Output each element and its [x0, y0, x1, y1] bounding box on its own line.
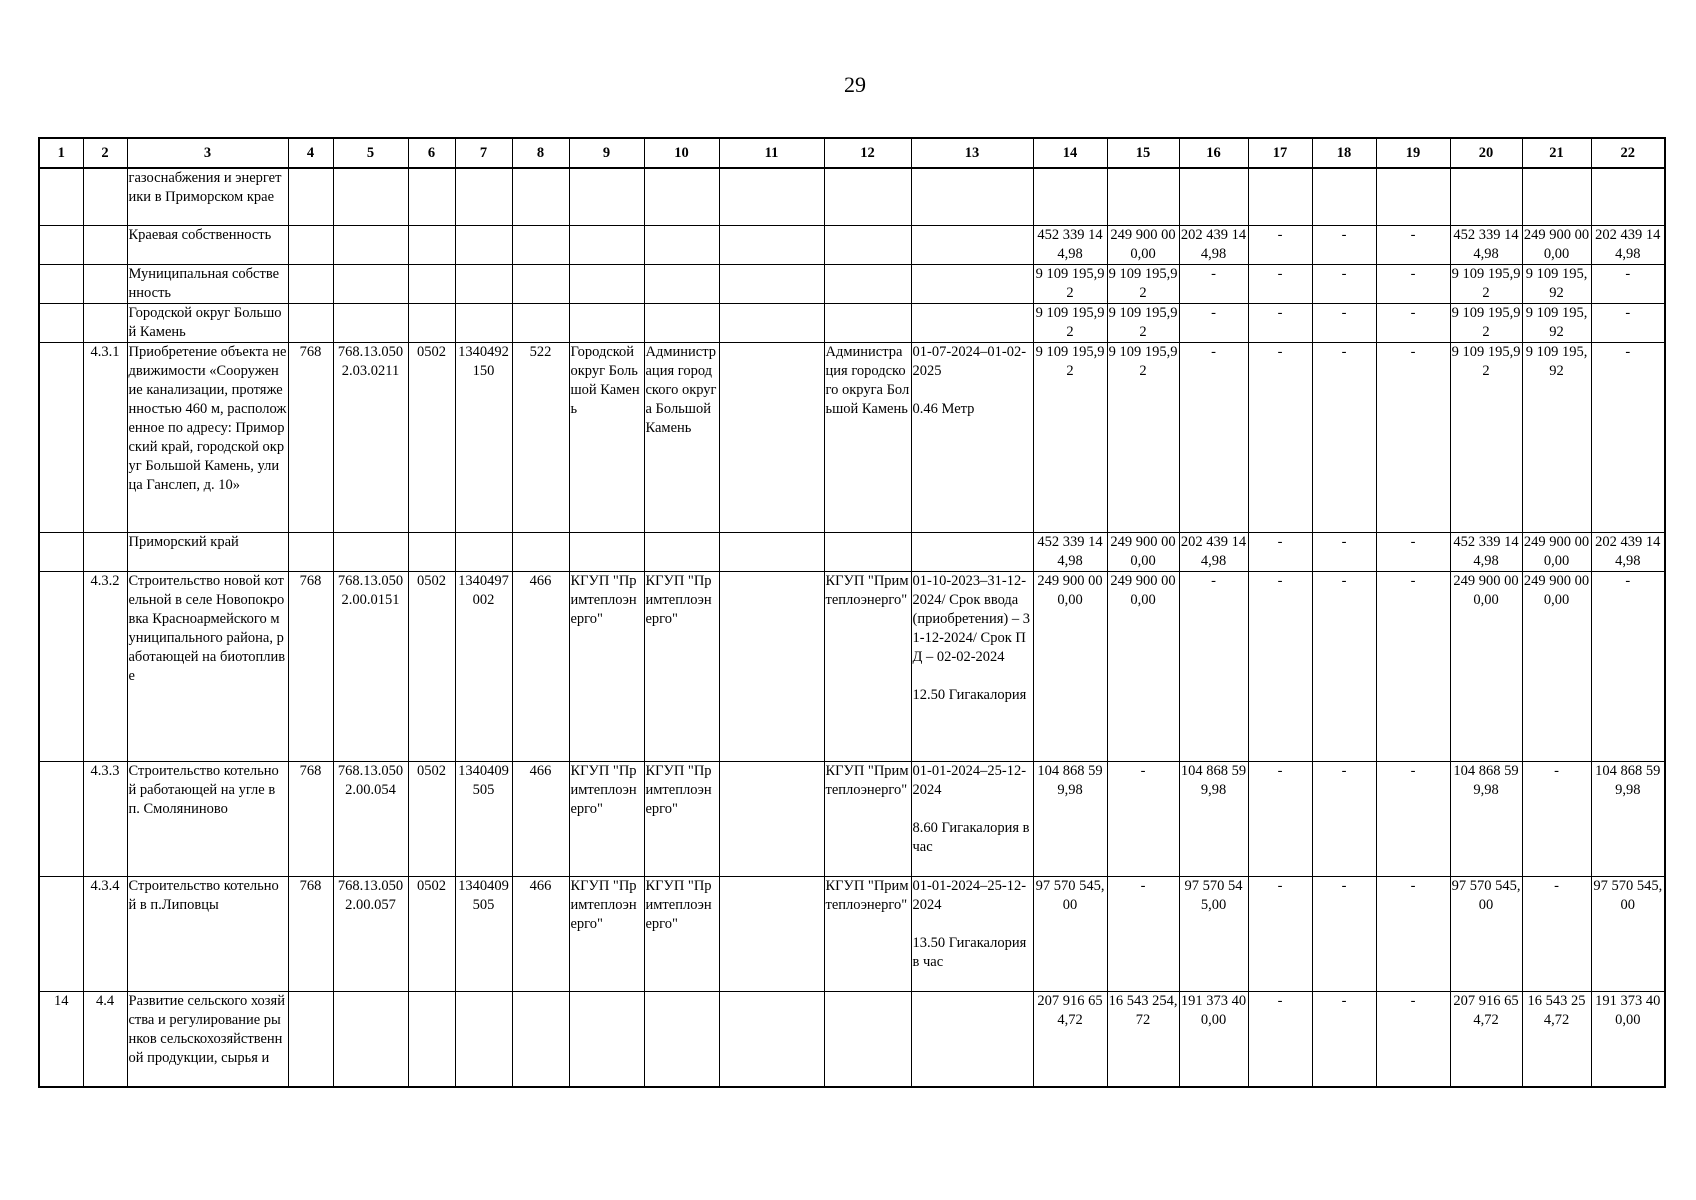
table-cell-col-20: 9 109 195,92 — [1450, 264, 1522, 303]
column-header-4: 4 — [288, 138, 333, 168]
table-cell-col-1 — [39, 303, 83, 342]
table-cell-col-6: 0502 — [408, 761, 455, 876]
column-header-17: 17 — [1248, 138, 1312, 168]
table-cell-col-2: 4.3.3 — [83, 761, 127, 876]
table-cell-col-18: - — [1312, 876, 1376, 991]
table-cell-col-7 — [455, 532, 512, 571]
table-cell-col-6 — [408, 168, 455, 225]
table-cell-col-1 — [39, 761, 83, 876]
table-cell-col-5 — [333, 991, 408, 1087]
table-cell-col-8 — [512, 303, 569, 342]
table-cell-col-2 — [83, 168, 127, 225]
table-cell-col-21 — [1522, 168, 1591, 225]
table-cell-col-3: Краевая собственность — [127, 225, 288, 264]
table-cell-col-14: 104 868 599,98 — [1033, 761, 1107, 876]
table-cell-col-9: КГУП "Примтеплоэнерго" — [569, 761, 644, 876]
table-cell-col-7 — [455, 991, 512, 1087]
table-row — [39, 303, 1665, 342]
table-cell-col-4: 768 — [288, 342, 333, 532]
table-cell-col-6: 0502 — [408, 571, 455, 761]
table-cell-col-5 — [333, 532, 408, 571]
table-cell-col-2 — [83, 303, 127, 342]
table-cell-col-11 — [719, 303, 824, 342]
table-cell-col-13: 01-07-2024–01-02-2025 0.46 Метр — [911, 342, 1033, 532]
budget-table — [38, 137, 1666, 1088]
table-row — [39, 532, 1665, 571]
column-header-13: 13 — [911, 138, 1033, 168]
table-cell-col-19: - — [1376, 876, 1450, 991]
table-cell-col-14: 9 109 195,92 — [1033, 264, 1107, 303]
table-cell-col-20: 9 109 195,92 — [1450, 342, 1522, 532]
table-cell-col-18: - — [1312, 342, 1376, 532]
table-cell-col-19: - — [1376, 761, 1450, 876]
table-cell-col-4: 768 — [288, 571, 333, 761]
table-cell-col-19: - — [1376, 571, 1450, 761]
table-cell-col-5: 768.13.0502.00.0151 — [333, 571, 408, 761]
column-header-5: 5 — [333, 138, 408, 168]
table-cell-col-16: 191 373 400,00 — [1179, 991, 1248, 1087]
table-cell-col-9 — [569, 532, 644, 571]
table-cell-col-9 — [569, 225, 644, 264]
table-cell-col-21: 9 109 195,92 — [1522, 264, 1591, 303]
table-cell-col-8: 466 — [512, 571, 569, 761]
table-cell-col-3: Приобретение объекта недвижимости «Сооружение канализации, протяженностью 460 м, расположенное по адресу: Приморский край, городской округ Большой Камень, улица Ганслеп, д. 10» — [127, 342, 288, 532]
table-cell-col-8: 466 — [512, 876, 569, 991]
table-cell-col-7: 1340409505 — [455, 761, 512, 876]
table-cell-col-20: 452 339 144,98 — [1450, 532, 1522, 571]
table-cell-col-22: 104 868 599,98 — [1591, 761, 1665, 876]
table-cell-col-22: - — [1591, 571, 1665, 761]
table-cell-col-22: - — [1591, 342, 1665, 532]
table-cell-col-18: - — [1312, 761, 1376, 876]
table-cell-col-15: 16 543 254,72 — [1107, 991, 1179, 1087]
table-cell-col-15: 249 900 000,00 — [1107, 225, 1179, 264]
table-cell-col-11 — [719, 532, 824, 571]
table-cell-col-14: 9 109 195,92 — [1033, 303, 1107, 342]
table-cell-col-3: Муниципальная собственность — [127, 264, 288, 303]
table-cell-col-1 — [39, 532, 83, 571]
table-cell-col-18: - — [1312, 571, 1376, 761]
table-cell-col-20: 104 868 599,98 — [1450, 761, 1522, 876]
table-cell-col-18: - — [1312, 303, 1376, 342]
table-cell-col-11 — [719, 876, 824, 991]
table-cell-col-10 — [644, 991, 719, 1087]
table-cell-col-18: - — [1312, 991, 1376, 1087]
table-cell-col-15: 249 900 000,00 — [1107, 571, 1179, 761]
table-cell-col-13 — [911, 303, 1033, 342]
table-cell-col-10: КГУП "Примтеплоэнерго" — [644, 876, 719, 991]
table-cell-col-17: - — [1248, 876, 1312, 991]
table-cell-col-12 — [824, 303, 911, 342]
table-cell-col-10 — [644, 168, 719, 225]
header-row — [39, 138, 1665, 168]
table-row — [39, 571, 1665, 761]
table-cell-col-11 — [719, 225, 824, 264]
table-cell-col-10 — [644, 303, 719, 342]
table-cell-col-4 — [288, 264, 333, 303]
table-cell-col-5 — [333, 225, 408, 264]
table-cell-col-15: 9 109 195,92 — [1107, 264, 1179, 303]
table-cell-col-16: - — [1179, 303, 1248, 342]
table-cell-col-13 — [911, 991, 1033, 1087]
table-cell-col-15: 9 109 195,92 — [1107, 342, 1179, 532]
table-cell-col-16: - — [1179, 264, 1248, 303]
table-cell-col-6: 0502 — [408, 876, 455, 991]
table-cell-col-4: 768 — [288, 761, 333, 876]
table-cell-col-17: - — [1248, 225, 1312, 264]
table-cell-col-19: - — [1376, 991, 1450, 1087]
table-cell-col-11 — [719, 761, 824, 876]
table-cell-col-14: 452 339 144,98 — [1033, 225, 1107, 264]
table-cell-col-18 — [1312, 168, 1376, 225]
table-cell-col-1 — [39, 168, 83, 225]
table-cell-col-15: 9 109 195,92 — [1107, 303, 1179, 342]
table-cell-col-17: - — [1248, 761, 1312, 876]
table-cell-col-4 — [288, 991, 333, 1087]
table-cell-col-11 — [719, 342, 824, 532]
table-cell-col-5: 768.13.0502.03.0211 — [333, 342, 408, 532]
table-cell-col-11 — [719, 168, 824, 225]
table-row — [39, 225, 1665, 264]
table-cell-col-4 — [288, 532, 333, 571]
table-cell-col-15 — [1107, 168, 1179, 225]
table-cell-col-6 — [408, 225, 455, 264]
column-header-6: 6 — [408, 138, 455, 168]
table-cell-col-2 — [83, 225, 127, 264]
table-cell-col-1 — [39, 876, 83, 991]
table-cell-col-3: Городской округ Большой Камень — [127, 303, 288, 342]
table-cell-col-12: Администрация городского округа Большой Камень — [824, 342, 911, 532]
table-row — [39, 761, 1665, 876]
table-cell-col-20: 9 109 195,92 — [1450, 303, 1522, 342]
table-cell-col-20: 452 339 144,98 — [1450, 225, 1522, 264]
table-cell-col-1 — [39, 571, 83, 761]
table-cell-col-2 — [83, 264, 127, 303]
table-cell-col-13: 01-10-2023–31-12-2024/ Срок ввода (приобретения) – 31-12-2024/ Срок ПД – 02-02-2024 12.50 Гигакалория — [911, 571, 1033, 761]
table-cell-col-21: 9 109 195,92 — [1522, 303, 1591, 342]
table-cell-col-17: - — [1248, 571, 1312, 761]
table-cell-col-3: газоснабжения и энергетики в Приморском крае — [127, 168, 288, 225]
table-cell-col-12 — [824, 168, 911, 225]
column-header-9: 9 — [569, 138, 644, 168]
table-cell-col-3: Строительство новой котельной в селе Новопокровка Красноармейского муниципального района, работающей на биотопливе — [127, 571, 288, 761]
table-cell-col-5 — [333, 264, 408, 303]
table-cell-col-19: - — [1376, 342, 1450, 532]
table-cell-col-13: 01-01-2024–25-12-2024 8.60 Гигакалория в час — [911, 761, 1033, 876]
table-cell-col-10 — [644, 264, 719, 303]
page-number: 29 — [844, 72, 866, 97]
table-cell-col-10: Администрация городского округа Большой Камень — [644, 342, 719, 532]
column-header-16: 16 — [1179, 138, 1248, 168]
column-header-21: 21 — [1522, 138, 1591, 168]
column-header-15: 15 — [1107, 138, 1179, 168]
table-cell-col-21: 9 109 195,92 — [1522, 342, 1591, 532]
table-cell-col-17: - — [1248, 264, 1312, 303]
table-cell-col-12 — [824, 532, 911, 571]
table-cell-col-22: 191 373 400,00 — [1591, 991, 1665, 1087]
table-cell-col-8: 466 — [512, 761, 569, 876]
table-cell-col-13 — [911, 532, 1033, 571]
table-cell-col-9 — [569, 303, 644, 342]
table-cell-col-9: Городской округ Большой Камень — [569, 342, 644, 532]
column-header-1: 1 — [39, 138, 83, 168]
table-cell-col-20: 249 900 000,00 — [1450, 571, 1522, 761]
table-cell-col-10 — [644, 225, 719, 264]
table-cell-col-21: - — [1522, 876, 1591, 991]
table-cell-col-20: 207 916 654,72 — [1450, 991, 1522, 1087]
table-cell-col-7 — [455, 168, 512, 225]
table-cell-col-12 — [824, 991, 911, 1087]
column-header-2: 2 — [83, 138, 127, 168]
table-cell-col-13: 01-01-2024–25-12-2024 13.50 Гигакалория в час — [911, 876, 1033, 991]
table-cell-col-3: Приморский край — [127, 532, 288, 571]
table-cell-col-13 — [911, 264, 1033, 303]
table-cell-col-10: КГУП "Примтеплоэнерго" — [644, 761, 719, 876]
table-cell-col-18: - — [1312, 225, 1376, 264]
table-cell-col-2 — [83, 532, 127, 571]
table-cell-col-12: КГУП "Примтеплоэнерго" — [824, 876, 911, 991]
table-cell-col-17: - — [1248, 532, 1312, 571]
table-cell-col-16: - — [1179, 342, 1248, 532]
table-cell-col-7 — [455, 303, 512, 342]
table-cell-col-6 — [408, 303, 455, 342]
table-cell-col-3: Развитие сельского хозяйства и регулирование рынков сельскохозяйственной продукции, сырья и — [127, 991, 288, 1087]
table-cell-col-22: 97 570 545,00 — [1591, 876, 1665, 991]
table-cell-col-17 — [1248, 168, 1312, 225]
table-cell-col-12: КГУП "Примтеплоэнерго" — [824, 571, 911, 761]
table-cell-col-15: - — [1107, 876, 1179, 991]
column-header-11: 11 — [719, 138, 824, 168]
table-cell-col-3: Строительство котельной работающей на угле в п. Смоляниново — [127, 761, 288, 876]
table-cell-col-14 — [1033, 168, 1107, 225]
table-cell-col-22: - — [1591, 264, 1665, 303]
table-cell-col-16: 202 439 144,98 — [1179, 532, 1248, 571]
table-cell-col-21: 249 900 000,00 — [1522, 571, 1591, 761]
table-cell-col-2: 4.3.4 — [83, 876, 127, 991]
table-cell-col-6 — [408, 991, 455, 1087]
table-cell-col-21: 249 900 000,00 — [1522, 225, 1591, 264]
table-cell-col-12 — [824, 225, 911, 264]
table-cell-col-20: 97 570 545,00 — [1450, 876, 1522, 991]
table-cell-col-5 — [333, 303, 408, 342]
table-cell-col-2: 4.3.1 — [83, 342, 127, 532]
table-cell-col-8: 522 — [512, 342, 569, 532]
table-cell-col-4 — [288, 225, 333, 264]
table-row — [39, 264, 1665, 303]
table-cell-col-9: КГУП "Примтеплоэнерго" — [569, 571, 644, 761]
table-cell-col-18: - — [1312, 264, 1376, 303]
table-cell-col-17: - — [1248, 991, 1312, 1087]
table-row — [39, 876, 1665, 991]
table-cell-col-15: 249 900 000,00 — [1107, 532, 1179, 571]
table-cell-col-14: 9 109 195,92 — [1033, 342, 1107, 532]
table-cell-col-14: 249 900 000,00 — [1033, 571, 1107, 761]
table-cell-col-10: КГУП "Примтеплоэнерго" — [644, 571, 719, 761]
table-cell-col-22 — [1591, 168, 1665, 225]
table-cell-col-6: 0502 — [408, 342, 455, 532]
column-header-18: 18 — [1312, 138, 1376, 168]
column-header-7: 7 — [455, 138, 512, 168]
table-row — [39, 168, 1665, 225]
table-cell-col-9: КГУП "Примтеплоэнерго" — [569, 876, 644, 991]
table-cell-col-4 — [288, 303, 333, 342]
table-cell-col-2: 4.4 — [83, 991, 127, 1087]
table-cell-col-5: 768.13.0502.00.057 — [333, 876, 408, 991]
table-cell-col-5: 768.13.0502.00.054 — [333, 761, 408, 876]
table-cell-col-1 — [39, 342, 83, 532]
column-header-22: 22 — [1591, 138, 1665, 168]
table-cell-col-11 — [719, 991, 824, 1087]
table-cell-col-14: 97 570 545,00 — [1033, 876, 1107, 991]
table-cell-col-21: 249 900 000,00 — [1522, 532, 1591, 571]
table-cell-col-8 — [512, 264, 569, 303]
table-cell-col-16: 104 868 599,98 — [1179, 761, 1248, 876]
table-cell-col-7 — [455, 264, 512, 303]
table-cell-col-13 — [911, 225, 1033, 264]
table-cell-col-11 — [719, 264, 824, 303]
table-cell-col-8 — [512, 225, 569, 264]
table-cell-col-10 — [644, 532, 719, 571]
column-header-14: 14 — [1033, 138, 1107, 168]
table-cell-col-20 — [1450, 168, 1522, 225]
table-cell-col-19: - — [1376, 532, 1450, 571]
table-cell-col-1 — [39, 225, 83, 264]
table-cell-col-8 — [512, 991, 569, 1087]
table-cell-col-3: Строительство котельной в п.Липовцы — [127, 876, 288, 991]
table-cell-col-6 — [408, 532, 455, 571]
table-cell-col-4: 768 — [288, 876, 333, 991]
table-cell-col-15: - — [1107, 761, 1179, 876]
column-header-20: 20 — [1450, 138, 1522, 168]
table-row — [39, 342, 1665, 532]
table-cell-col-16 — [1179, 168, 1248, 225]
table-cell-col-7: 1340497002 — [455, 571, 512, 761]
table-cell-col-13 — [911, 168, 1033, 225]
table-cell-col-9 — [569, 168, 644, 225]
table-cell-col-19: - — [1376, 303, 1450, 342]
table-cell-col-9 — [569, 264, 644, 303]
table-cell-col-7: 1340409505 — [455, 876, 512, 991]
table-cell-col-22: 202 439 144,98 — [1591, 225, 1665, 264]
table-cell-col-8 — [512, 168, 569, 225]
table-cell-col-21: - — [1522, 761, 1591, 876]
table-cell-col-16: - — [1179, 571, 1248, 761]
table-cell-col-4 — [288, 168, 333, 225]
table-cell-col-12 — [824, 264, 911, 303]
table-cell-col-14: 452 339 144,98 — [1033, 532, 1107, 571]
column-header-10: 10 — [644, 138, 719, 168]
table-header — [39, 138, 1665, 168]
table-cell-col-7 — [455, 225, 512, 264]
table-row — [39, 991, 1665, 1087]
table-cell-col-22: - — [1591, 303, 1665, 342]
table-cell-col-14: 207 916 654,72 — [1033, 991, 1107, 1087]
table-cell-col-1: 14 — [39, 991, 83, 1087]
table-cell-col-22: 202 439 144,98 — [1591, 532, 1665, 571]
table-cell-col-9 — [569, 991, 644, 1087]
column-header-8: 8 — [512, 138, 569, 168]
table-cell-col-21: 16 543 254,72 — [1522, 991, 1591, 1087]
table-cell-col-6 — [408, 264, 455, 303]
table-cell-col-2: 4.3.2 — [83, 571, 127, 761]
table-cell-col-11 — [719, 571, 824, 761]
table-cell-col-19 — [1376, 168, 1450, 225]
table-cell-col-16: 202 439 144,98 — [1179, 225, 1248, 264]
column-header-19: 19 — [1376, 138, 1450, 168]
table-cell-col-17: - — [1248, 342, 1312, 532]
column-header-12: 12 — [824, 138, 911, 168]
column-header-3: 3 — [127, 138, 288, 168]
table-cell-col-17: - — [1248, 303, 1312, 342]
table-cell-col-5 — [333, 168, 408, 225]
table-cell-col-8 — [512, 532, 569, 571]
table-cell-col-19: - — [1376, 264, 1450, 303]
table-body — [39, 168, 1665, 1087]
table-cell-col-7: 1340492150 — [455, 342, 512, 532]
table-cell-col-1 — [39, 264, 83, 303]
table-cell-col-16: 97 570 545,00 — [1179, 876, 1248, 991]
table-cell-col-19: - — [1376, 225, 1450, 264]
table-cell-col-18: - — [1312, 532, 1376, 571]
table-cell-col-12: КГУП "Примтеплоэнерго" — [824, 761, 911, 876]
